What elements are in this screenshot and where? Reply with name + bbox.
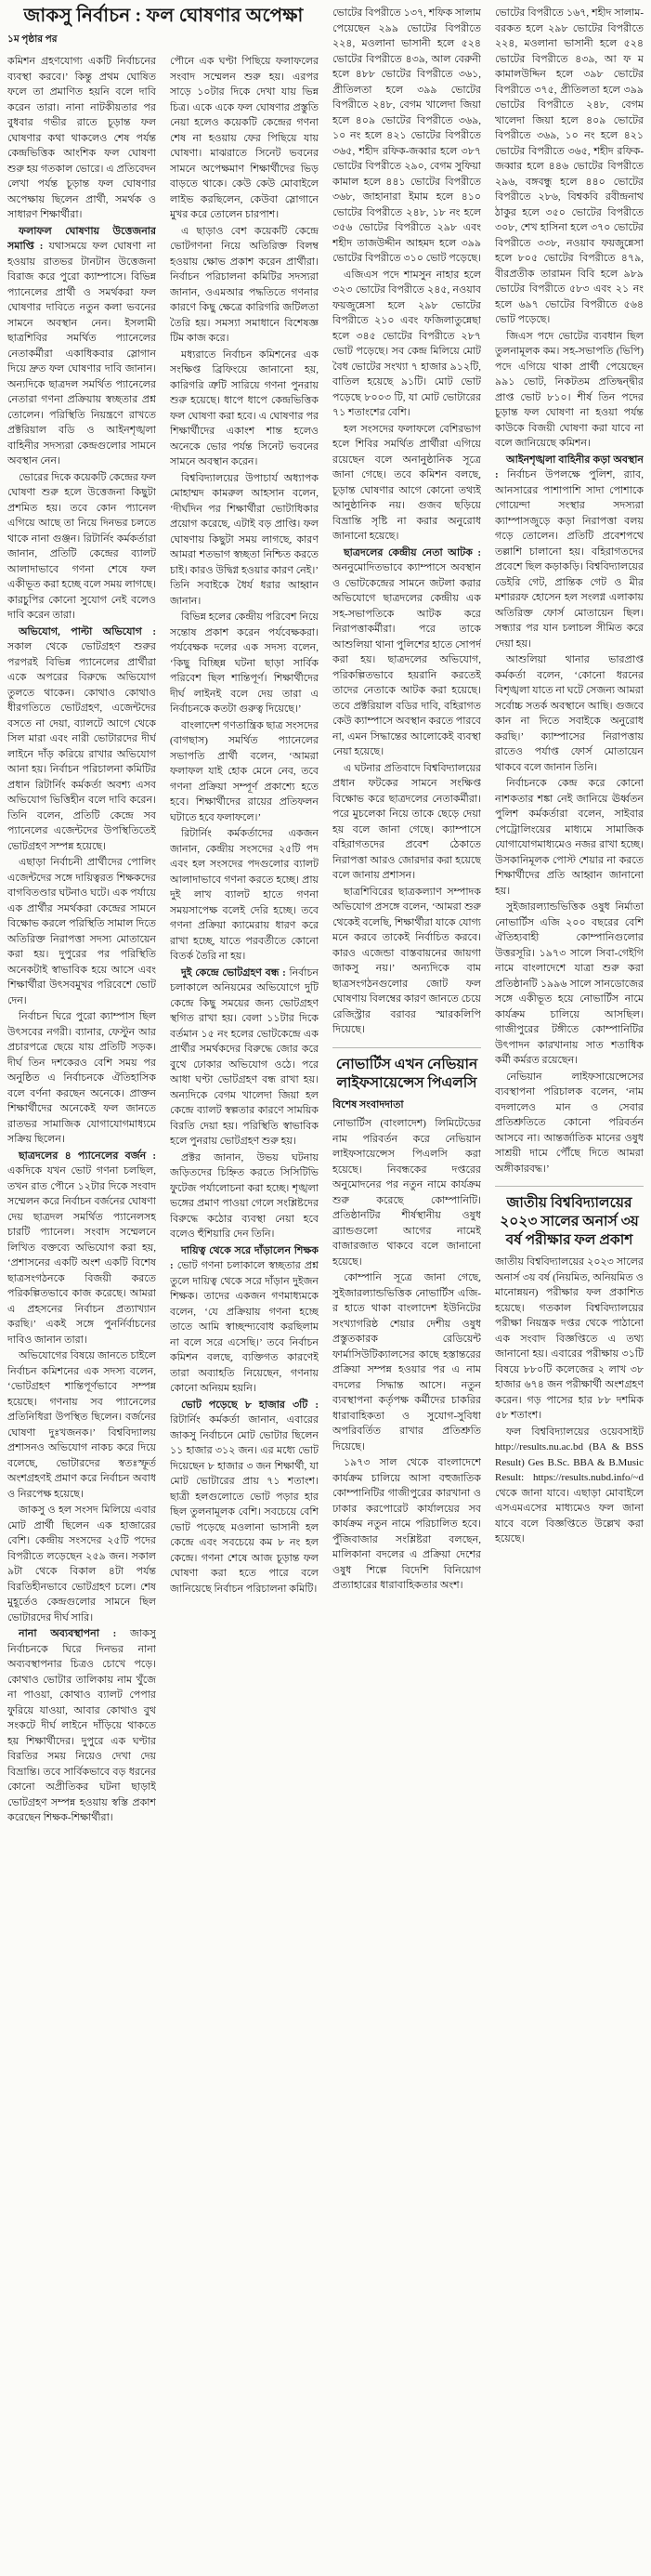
paragraph: রিটার্নিং কর্মকর্তাদের একজন জানান, কেন্দ্রীয় সংসদের ২৫টি পদ এবং হল সংসদের পদগুলোর ব্যালট আলাদাভাবে গণনা করতে হচ্ছে। প্রায় দুই লাখ ব্যালট হাতে গণনা সময়সাপেক্ষ বলেই দেরি হচ্ছে। তবে গণনা প্রক্রিয়া ক্যামেরায় ধারণ করে রাখা হচ্ছে, যাতে পরবর্তীতে কোনো বিতর্ক তৈরি না হয়।: [170, 828, 319, 962]
paragraph: এজিএস পদে শামসুন নাহার হলে ৩২৩ ভোটের বিপরীতে ২৪৫, নওয়াব ফয়জুন্নেসা হলে ২৯৮ ভোটের বিপরীতে ২১০ এবং ফজিলাতুন্নেছা হলে ৩৪৫ ভোটের বিপরীতে ২৮৭ ভোট পড়েছে। সব কেন্দ্র মিলিয়ে মোট বৈধ ভোটের সংখ্যা ৭ হাজার ৯১২টি, বাতিল হয়েছে ৯১টি। মোট ভোট পড়েছে ৮০০৩ টি, যা মোট ভোটারের ৭১ শতাংশের বেশি।: [332, 269, 481, 418]
paragraph: হল সংসদের ফলাফলে বেশিরভাগ হলে শিবির সমর্থিত প্রার্থীরা এগিয়ে রয়েছেন বলে অনানুষ্ঠানিক সূত্রে জানা গেছে। তবে কমিশন বলছে, চূড়ান্ত ঘোষণার আগে কোনো তথ্যই আনুষ্ঠানিক নয়। গুজব ছড়িয়ে বিভ্রান্তি সৃষ্টি না করার অনুরোধ জানানো হয়েছে।: [332, 423, 481, 542]
paragraph-lead: নানা অব্যবস্থাপনা :: [19, 1628, 117, 1639]
masthead: [7, 5, 319, 48]
paragraph: সুইজারল্যান্ডভিত্তিক ওষুধ নির্মাতা নোভার্টিস এজি ২০০ বছরের বেশি ঐতিহ্যবাহী কোম্পানিগুলোর উত্তরসূরি। ১৯৭৩ সালে সিবা-গেইগি নামে বাংলাদেশে যাত্রা শুরু করা প্রতিষ্ঠানটি ১৯৯৬ সালে সানডোজের সঙ্গে একীভূত হয়ে নোভার্টিস নামে কার্যক্রম চালিয়ে আসছিল। গাজীপুরের টঙ্গীতে কোম্পানিটির উৎপাদন কারখানায় সাত শতাধিক কর্মী কর্মরত রয়েছেন।: [495, 901, 644, 1066]
paragraph: নির্বাচন ঘিরে পুরো ক্যাম্পাস ছিল উৎসবের নগরী। ব্যানার, ফেস্টুন আর প্রচারপত্রে ছেয়ে যায় প্রতিটি সড়ক। দীর্ঘ তিন দশকেরও বেশি সময় পর অনুষ্ঠিত এ নির্বাচনকে ঐতিহাসিক বলে বর্ণনা করছেন অনেকে। প্রাক্তন শিক্ষার্থীদের অনেকেই ফল জানতে রাতভর সামাজিক যোগাযোগমাধ্যমে সক্রিয় ছিলেন।: [7, 1011, 156, 1145]
paragraph: দুই কেন্দ্রে ভোটগ্রহণ বন্ধ : নির্বাচন চলাকালে অনিয়মের অভিযোগে দুটি কেন্দ্রে কিছু সময়ের জন্য ভোটগ্রহণ স্থগিত রাখা হয়। বেলা ১১টার দিকে বর্তমান ১৫ নং হলের ভোটকেন্দ্রে এক প্রার্থীর সমর্থকদের বিরুদ্ধে জোর করে বুথে ঢোকার অভিযোগ ওঠে। পরে আধা ঘণ্টা ভোটগ্রহণ বন্ধ রাখা হয়। অন্যদিকে বেগম খালেদা জিয়া হল কেন্দ্রে ব্যালট স্বল্পতার কারণে সাময়িক বিরতি দেয়া হয়। পরিস্থিতি স্বাভাবিক হলে পুনরায় ভোটগ্রহণ শুরু হয়।: [170, 966, 319, 1147]
paragraph: নানা অব্যবস্থাপনা : জাকসু নির্বাচনকে ঘিরে দিনভর নানা অব্যবস্থাপনার চিত্রও চোখে পড়ে। কোথাও ভোটার তালিকায় নাম খুঁজে না পাওয়া, কোথাও ব্যালট পেপার ফুরিয়ে যাওয়া, আবার কোথাও বুথ সংকটে দীর্ঘ লাইনে দাঁড়িয়ে থাকতে হয় শিক্ষার্থীদের। দুপুরে এক ঘণ্টার বিরতির সময় নিয়েও দেখা দেয় বিভ্রান্তি। তবে সার্বিকভাবে বড় ধরনের কোনো অপ্রীতিকর ঘটনা ছাড়াই ভোটগ্রহণ সম্পন্ন হওয়ায় স্বস্তি প্রকাশ করেছেন শিক্ষক-শিক্ষার্থীরা।: [7, 1628, 156, 1823]
paragraph: বাংলাদেশ গণতান্ত্রিক ছাত্র সংসদের (বাগছাস) সমর্থিত প্যানেলের সভাপতি প্রার্থী বলেন, ‘আমরা ফলাফল যাই হোক মেনে নেব, তবে গণনা প্রক্রিয়া সম্পূর্ণ প্রকাশ্যে হতে হবে। শিক্ষার্থীদের রায়ের প্রতিফলন ঘটাতে হবে ফলাফলে।’: [170, 719, 319, 823]
paragraph: মধ্যরাতে নির্বাচন কমিশনের এক সংক্ষিপ্ত ব্রিফিংয়ে জানানো হয়, কারিগরি ত্রুটি সারিয়ে গণনা পুনরায় শুরু হয়েছে। ধাপে ধাপে কেন্দ্রভিত্তিক ফল ঘোষণা করা হবে। এ ঘোষণার পর শিক্ষার্থীদের একাংশ শান্ত হলেও অনেকে ভোর পর্যন্ত সিনেট ভবনের সামনে অবস্থান করেন।: [170, 348, 319, 467]
paragraph: কমিশন গ্রহণযোগ্য একটি নির্বাচনের ব্যবস্থা করবে।’ কিন্তু প্রথম ঘোষিত ফলে তা প্রমাণিত হয়নি বলে দাবি করেন তারা। নানা নাটকীয়তার পর বুধবার গভীর রাতে চূড়ান্ত ফল ঘোষণার কথা থাকলেও শেষ পর্যন্ত কেন্দ্রভিত্তিক আংশিক ফল ঘোষণা শুরু হয় গতকাল ভোরে। এ প্রতিবেদন লেখা পর্যন্ত চূড়ান্ত ফল ঘোষণার অপেক্ষায় ছিলেন প্রার্থী, সমর্থক ও সাধারণ শিক্ষার্থীরা।: [7, 56, 156, 220]
paragraph-lead: অভিযোগ, পাল্টা অভিযোগ :: [19, 625, 156, 637]
article-headline: নোভার্টিস এখন নেভিয়ান লাইফসায়েন্সেস পিএলসি: [332, 1047, 481, 1093]
paragraph-lead: আইনশৃঙ্খলা বাহিনীর কড়া অবস্থান :: [495, 453, 644, 480]
paragraph-lead: ভোট পড়েছে ৮ হাজার ৩টি :: [181, 1399, 319, 1411]
paragraph: ১৯৭৩ সাল থেকে বাংলাদেশে কার্যক্রম চালিয়ে আসা বহুজাতিক কোম্পানিটির গাজীপুরের কারখানা ও ঢাকার করপোরেট কার্যালয়ের সব কার্যক্রম নতুন নামে পরিচালিত হবে। পুঁজিবাজার সংশ্লিষ্টরা বলছেন, মালিকানা বদলের এ প্রক্রিয়া দেশের ওষুধ শিল্পে বিদেশি বিনিয়োগ প্রত্যাহারের ধারাবাহিকতার অংশ।: [332, 1457, 481, 1592]
page-title: জাকসু নির্বাচন : ফল ঘোষণার অপেক্ষা: [23, 6, 304, 26]
continuation-note: ১ম পৃষ্ঠার পর: [7, 34, 58, 45]
paragraph-lead: ছাত্রদলের কেন্দ্রীয় নেতা আটক :: [344, 546, 481, 559]
paragraph: আইনশৃঙ্খলা বাহিনীর কড়া অবস্থান : নির্বাচন উপলক্ষে পুলিশ, র‍্যাব, আনসারের পাশাপাশি সাদা পোশাকে গোয়েন্দা সংস্থার সদস্যরা ক্যাম্পাসজুড়ে কড়া নিরাপত্তা বলয় গড়ে তোলেন। প্রতিটি প্রবেশপথে তল্লাশি চালানো হয়। বহিরাগতদের প্রবেশে ছিল কড়াকড়ি। বিশ্ববিদ্যালয়ের ডেইরি গেট, প্রান্তিক গেট ও মীর মশাররফ হোসেন হল সংলগ্ন এলাকায় অতিরিক্ত ফোর্স মোতায়েন ছিল। সন্ধ্যার পর যান চলাচল সীমিত করে দেয়া হয়।: [495, 453, 644, 650]
paragraph: জাতীয় বিশ্ববিদ্যালয়ের ২০২৩ সালের অনার্স ৩য় বর্ষ (নিয়মিত, অনিয়মিত ও মানোন্নয়ন) পরীক্ষার ফল প্রকাশিত হয়েছে। গতকাল বিশ্ববিদ্যালয়ের পরীক্ষা নিয়ন্ত্রক দপ্তর থেকে পাঠানো এক সংবাদ বিজ্ঞপ্তিতে এ তথ্য জানানো হয়। এবারের পরীক্ষায় ৩১টি বিষয়ে ৮৮০টি কলেজের ২ লাখ ৩৮ হাজার ৬৭৪ জন পরীক্ষার্থী অংশগ্রহণ করেন। গড় পাসের হার ৮৮ দশমিক ৫৮ শতাংশ।: [495, 1256, 644, 1422]
paragraph-lead: ফলাফল ঘোষণায় উত্তেজনার সমাপ্তি :: [7, 225, 156, 252]
paragraph: ছাত্রশিবিরের ছাত্রকল্যাণ সম্পাদক অভিযোগ প্রসঙ্গে বলেন, ‘আমরা শুরু থেকেই বলেছি, শিক্ষার্থীরা যাকে যোগ্য মনে করবে তাকেই নির্বাচিত করবে। কারও এজেন্ডা বাস্তবায়নের জায়গা জাকসু নয়।’ অন্যদিকে বাম ছাত্রসংগঠনগুলোর জোট ফল ঘোষণায় বিলম্বের কারণ জানতে চেয়ে রেজিস্ট্রার বরাবর স্মারকলিপি দিয়েছে।: [332, 886, 481, 1035]
column-2: [170, 6, 319, 2572]
paragraph: নির্বাচনকে কেন্দ্র করে কোনো নাশকতার শঙ্কা নেই জানিয়ে ঊর্ধ্বতন পুলিশ কর্মকর্তারা বলেন, সাইবার পেট্রোলিংয়ের মাধ্যমে সামাজিক যোগাযোগমাধ্যমেও নজর রাখা হচ্ছে। উসকানিমূলক পোস্ট শেয়ার না করতে শিক্ষার্থীদের প্রতি আহ্বান জানানো হয়।: [495, 778, 644, 897]
paragraph: ভোট পড়েছে ৮ হাজার ৩টি : রিটার্নিং কর্মকর্তা জানান, এবারের জাকসু নির্বাচনে মোট ভোটার ছিলেন ১১ হাজার ৩১২ জন। এর মধ্যে ভোট দিয়েছেন ৮ হাজার ৩ জন শিক্ষার্থী, যা মোট ভোটারের প্রায় ৭১ শতাংশ। ছাত্রী হলগুলোতে ভোট পড়ার হার ছিল তুলনামূলক বেশি। সবচেয়ে বেশি ভোট পড়েছে মওলানা ভাসানী হল কেন্দ্রে এবং সবচেয়ে কম ৮ নং হল কেন্দ্রে। গণনা শেষে আজ চূড়ান্ত ফল ঘোষণা করা হতে পারে বলে জানিয়েছে নির্বাচন পরিচালনা কমিটি।: [170, 1399, 319, 1595]
paragraph: দায়িত্ব থেকে সরে দাঁড়ালেন শিক্ষক : ভোট গণনা চলাকালে স্বচ্ছতার প্রশ্ন তুলে দায়িত্ব থেকে সরে দাঁড়ান দুইজন শিক্ষক। তাদের একজন গণমাধ্যমকে বলেন, ‘যে প্রক্রিয়ায় গণনা হচ্ছে তাতে আমি স্বাচ্ছন্দ্যবোধ করছিলাম না বলে সরে এসেছি।’ তবে নির্বাচন কমিশন বলছে, ব্যক্তিগত কারণেই তারা অব্যাহতি নিয়েছেন, গণনায় কোনো অনিয়ম হয়নি।: [170, 1244, 319, 1394]
paragraph-lead: ছাত্রদলের ৪ প্যানেলের বর্জন :: [19, 1150, 156, 1162]
column-1: [7, 6, 156, 2572]
column-4: [495, 6, 644, 2572]
column-3: [332, 6, 481, 2572]
paragraph: ভোরের দিকে কয়েকটি কেন্দ্রের ফল ঘোষণা শুরু হলে উত্তেজনা কিছুটা প্রশমিত হয়। তবে কোন প্যানেল এগিয়ে আছে তা নিয়ে দিনভর চলতে থাকে নানা গুঞ্জন। রিটার্নিং কর্মকর্তারা জানান, প্রতিটি কেন্দ্রের ব্যালট আলাদাভাবে গণনা শেষে ফল একীভূত করা হচ্ছে বলে সময় লাগছে। কারচুপির কোনো সুযোগ নেই বলেও দাবি করেন তারা।: [7, 471, 156, 621]
paragraph: ফল বিশ্ববিদ্যালয়ের ওয়েবসাইট http://results.nu.ac.bd (BA & BSS Result) Ges B.Sc. BBA & B.Music Result: https://results.nubd.info/~d থেকে জানা যাবে। এছাড়া মোবাইলে এসএমএসের মাধ্যমেও ফল জানা যাবে বলে বিজ্ঞপ্তিতে উল্লেখ করা হয়েছে।: [495, 1426, 644, 1545]
paragraph: বিশ্ববিদ্যালয়ের উপাচার্য অধ্যাপক মোহাম্মদ কামরুল আহসান বলেন, ‘দীর্ঘদিন পর শিক্ষার্থীরা ভোটাধিকার প্রয়োগ করেছে, এটাই বড় প্রাপ্তি। ফল ঘোষণায় কিছুটা সময় লাগছে, কারণ আমরা শতভাগ স্বচ্ছতা নিশ্চিত করতে চাই। কারও উদ্বিগ্ন হওয়ার কারণ নেই।’ তিনি সবাইকে ধৈর্য ধরার আহ্বান জানান।: [170, 472, 319, 607]
paragraph-lead: দায়িত্ব থেকে সরে দাঁড়ালেন শিক্ষক :: [170, 1244, 319, 1271]
paragraph: ছাত্রদলের কেন্দ্রীয় নেতা আটক : অননুমোদিতভাবে ক্যাম্পাসে অবস্থান ও ভোটকেন্দ্রের সামনে জটলা করার অভিযোগে ছাত্রদলের কেন্দ্রীয় এক সহ-সভাপতিকে আটক করে নিরাপত্তাকর্মীরা। পরে তাকে আশুলিয়া থানা পুলিশের হাতে সোপর্দ করা হয়। ছাত্রদলের অভিযোগ, পরিকল্পিতভাবে হয়রানি করতেই তাদের নেতাকে আটক করা হয়েছে। তবে প্রক্টরিয়াল বডির দাবি, বহিরাগত কেউ ক্যাম্পাসে অবস্থান করতে পারবে না, এমন সিদ্ধান্তের আলোকেই ব্যবস্থা নেয়া হয়েছে।: [332, 546, 481, 757]
paragraph: এছাড়া নির্বাচনী প্রার্থীদের পোলিং এজেন্টদের সঙ্গে দায়িত্বরত শিক্ষকদের বাগবিতণ্ডার ঘটনাও ঘটে। এক পর্যায়ে এক প্রার্থীর সমর্থকরা কেন্দ্রের সামনে বিক্ষোভ করলে পরিস্থিতি সামাল দিতে অতিরিক্ত নিরাপত্তা সদস্য মোতায়েন করা হয়। দুপুরের পর পরিস্থিতি অনেকটাই স্বাভাবিক হয়ে আসে এবং শিক্ষার্থীরা উৎসবমুখর পরিবেশে ভোট দেন।: [7, 857, 156, 1006]
paragraph-lead: দুই কেন্দ্রে ভোটগ্রহণ বন্ধ :: [181, 966, 286, 979]
paragraph: অভিযোগের বিষয়ে জানতে চাইলে নির্বাচন কমিশনের এক সদস্য বলেন, ‘ভোটগ্রহণ শান্তিপূর্ণভাবে সম্পন্ন হয়েছে। গণনায় সব প্যানেলের প্রতিনিধিরা উপস্থিত ছিলেন। বর্জনের ঘোষণা দুঃখজনক।’ বিশ্ববিদ্যালয় প্রশাসনও অভিযোগ নাকচ করে দিয়ে বলেছে, ভোটারদের স্বতঃস্ফূর্ত অংশগ্রহণই প্রমাণ করে নির্বাচন অবাধ ও নিরপেক্ষ হয়েছে।: [7, 1350, 156, 1500]
article-headline: জাতীয় বিশ্ববিদ্যালয়ের ২০২৩ সালের অনার্স ৩য় বর্ষ পরীক্ষার ফল প্রকাশ: [495, 1186, 644, 1250]
paragraph: ছাত্রদলের ৪ প্যানেলের বর্জন : একদিকে যখন ভোট গণনা চলছিল, তখন রাত পৌনে ১২টার দিকে সংবাদ সম্মেলন করে নির্বাচন বর্জনের ঘোষণা দেয় ছাত্রদল সমর্থিত প্যানেলসহ চারটি প্যানেল। সংবাদ সম্মেলনে লিখিত বক্তব্যে অভিযোগ করা হয়, ‘প্রশাসনের একটি অংশ একটি বিশেষ ছাত্রসংগঠনকে বিজয়ী করতে পরিকল্পিতভাবে কাজ করেছে। আমরা এ প্রহসনের নির্বাচন প্রত্যাখ্যান করছি।’ একই সঙ্গে পুনর্নির্বাচনের দাবিও জানান তারা।: [7, 1150, 156, 1346]
paragraph: ভোটের বিপরীতে ১৬৭, শহীদ সালাম-বরকত হলে ২৯৮ ভোটের বিপরীতে ২২৪, মওলানা ভাসানী হলে ৫২৪ ভোটের বিপরীতে ৪৩৯, আ ফ ম কামালউদ্দিন হলে ৩৯৮ ভোটের বিপরীতে ৩৭৫, প্রীতিলতা হলে ৩৯৯ ভোটের বিপরীতে ২৪৮, বেগম খালেদা জিয়া হলে ৪০৯ ভোটের বিপরীতে ৩৬৯, ১০ নং হলে ৪২১ ভোটের বিপরীতে ৩৬৫, শহীদ রফিক-জব্বার হলে ৪৪৬ ভোটের বিপরীতে ২৯৬, বঙ্গবন্ধু হলে ৪৪০ ভোটের বিপরীতে ২৮৬, বিশ্বকবি রবীন্দ্রনাথ ঠাকুর হলে ৩৫০ ভোটের বিপরীতে ৩০৮, শেখ হাসিনা হলে ৩৭০ ভোটের বিপরীতে ৩৩৮, নওয়াব ফয়জুন্নেসা হলে ৮০৫ ভোটের বিপরীতে ৪৭৯, বীরপ্রতীক তারামন বিবি হলে ৯৮৯ ভোটের বিপরীতে ৫৮৩ এবং ২১ নং হলে ৬৯৭ ভোটের বিপরীতে ৫৬৪ ভোট পড়েছে।: [495, 7, 644, 325]
paragraph: জিএস পদে ভোটের ব্যবধান ছিল তুলনামূলক কম। সহ-সভাপতি (ভিপি) পদে এগিয়ে থাকা প্রার্থী পেয়েছেন ৯৯১ ভোট, নিকটতম প্রতিদ্বন্দ্বীর প্রাপ্ত ভোট ৮১০। শীর্ষ তিন পদের চূড়ান্ত ফল ঘোষণা না হওয়া পর্যন্ত কাউকে বিজয়ী ঘোষণা করা যাবে না বলে জানিয়েছে কমিশন।: [495, 330, 644, 449]
paragraph: জাকসু ও হল সংসদ মিলিয়ে এবার মোট প্রার্থী ছিলেন এক হাজারের বেশি। কেন্দ্রীয় সংসদের ২৫টি পদের বিপরীতে লড়েছেন ২৫৯ জন। সকাল ৯টা থেকে বিকাল ৪টা পর্যন্ত বিরতিহীনভাবে ভোটগ্রহণ চলে। শেষ মুহূর্তেও কেন্দ্রগুলোর সামনে ছিল ভোটারদের দীর্ঘ সারি।: [7, 1505, 156, 1623]
byline: বিশেষ সংবাদদাতা: [332, 1098, 404, 1111]
paragraph: এ ঘটনার প্রতিবাদে বিশ্ববিদ্যালয়ের প্রধান ফটকের সামনে সংক্ষিপ্ত বিক্ষোভ করে ছাত্রদলের নেতাকর্মীরা। পরে মুচলেকা নিয়ে তাকে ছেড়ে দেয়া হয় বলে জানা গেছে। ক্যাম্পাসে বহিরাগতদের প্রবেশ ঠেকাতে নিরাপত্তা আরও জোরদার করা হয়েছে বলে জানায় প্রশাসন।: [332, 762, 481, 881]
paragraph: নোভার্টিস (বাংলাদেশ) লিমিটেডের নাম পরিবর্তন করে নেভিয়ান লাইফসায়েন্সেস পিএলসি করা হয়েছে। নিবন্ধকের দপ্তরের অনুমোদনের পর নতুন নামে কার্যক্রম শুরু করেছে কোম্পানিটি। প্রতিষ্ঠানটির শীর্ষস্থানীয় ওষুধ ব্র্যান্ডগুলো আগের নামেই বাজারজাত থাকবে বলে জানানো হয়েছে।: [332, 1118, 481, 1268]
paragraph: ভোটের বিপরীতে ১৩৭, শফিক সালাম পেয়েছেন ২৯৯ ভোটের বিপরীতে ২২৪, মওলানা ভাসানী হলে ৫২৪ ভোটের বিপরীতে ৪৩৯, আল বেরুনী হলে ৪৮৮ ভোটের বিপরীতে ৩৬১, প্রীতিলতা হলে ৩৯৯ ভোটের বিপরীতে ২৪৮, বেগম খালেদা জিয়া হলে ৪০৯ ভোটের বিপরীতে ৩৬৯, ১০ নং হলে ৪২১ ভোটের বিপরীতে ৩৬৫, শহীদ রফিক-জব্বার হলে ৩৮৭ ভোটের বিপরীতে ২৯০, বেগম সুফিয়া কামাল হলে ৪৪১ ভোটের বিপরীতে ৩৬৮, জাহানারা ইমাম হলে ৪১০ ভোটের বিপরীতে ২৪৮, ১৮ নং হলে ৩৫৬ ভোটের বিপরীতে ২৯৮ এবং শহীদ তাজউদ্দীন আহমদ হলে ৩৯৯ ভোটের বিপরীতে ৩১০ ভোট পড়েছে।: [332, 7, 481, 264]
paragraph: নেভিয়ান লাইফসায়েন্সেসের ব্যবস্থাপনা পরিচালক বলেন, ‘নাম বদলালেও মান ও সেবার প্রতিশ্রুতিতে কোনো পরিবর্তন আসবে না। আন্তর্জাতিক মানের ওষুধ সাশ্রয়ী দামে পৌঁছে দিতে আমরা অঙ্গীকারবদ্ধ।’: [495, 1071, 644, 1175]
paragraph: আশুলিয়া থানার ভারপ্রাপ্ত কর্মকর্তা বলেন, ‘কোনো ধরনের বিশৃঙ্খলা যাতে না ঘটে সেজন্য আমরা সর্বোচ্চ সতর্ক অবস্থানে আছি। গুজবে কান না দিতে সবাইকে অনুরোধ করছি।’ ক্যাম্পাসের নিরাপত্তায় রাতেও পর্যাপ্ত ফোর্স মোতায়েন থাকবে বলে জানান তিনি।: [495, 654, 644, 773]
paragraph: ফলাফল ঘোষণায় উত্তেজনার সমাপ্তি : যথাসময়ে ফল ঘোষণা না হওয়ায় রাতভর টানটান উত্তেজনা বিরাজ করে পুরো ক্যাম্পাসে। বিভিন্ন প্যানেলের প্রার্থী ও সমর্থকরা ফল ঘোষণার দাবিতে নতুন কলা ভবনের সামনে অবস্থান নেন। ইসলামী ছাত্রশিবির সমর্থিত প্যানেলের নেতাকর্মীরা একাধিকবার স্লোগান দিয়ে দ্রুত ফল ঘোষণার দাবি জানান। অন্যদিকে ছাত্রদল সমর্থিত প্যানেলের নেতারা গণনা প্রক্রিয়ায় স্বচ্ছতার প্রশ্ন তোলেন। পরিস্থিতি নিয়ন্ত্রণে রাখতে প্রক্টরিয়াল বডি ও আইনশৃঙ্খলা বাহিনীর সদস্যরা কেন্দ্রগুলোর সামনে অবস্থান নেন।: [7, 225, 156, 467]
paragraph: বিভিন্ন হলের কেন্দ্রীয় পরিবেশ নিয়ে সন্তোষ প্রকাশ করেন পর্যবেক্ষকরা। পর্যবেক্ষক দলের এক সদস্য বলেন, ‘কিছু বিচ্ছিন্ন ঘটনা ছাড়া সার্বিক পরিবেশ ছিল শান্তিপূর্ণ। শিক্ষার্থীদের দীর্ঘ লাইনই বলে দেয় তারা এ নির্বাচনকে কতটা গুরুত্ব দিয়েছে।’: [170, 611, 319, 715]
paragraph: প্রক্টর জানান, উভয় ঘটনায় জড়িতদের চিহ্নিত করতে সিসিটিভি ফুটেজ পর্যালোচনা করা হচ্ছে। শৃঙ্খলা ভঙ্গের প্রমাণ পাওয়া গেলে সংশ্লিষ্টদের বিরুদ্ধে কঠোর ব্যবস্থা নেয়া হবে বলেও হুঁশিয়ারি দেন তিনি।: [170, 1151, 319, 1240]
paragraph: কোম্পানি সূত্রে জানা গেছে, সুইজারল্যান্ডভিত্তিক নোভার্টিস এজি-র হাতে থাকা বাংলাদেশ ইউনিটের সংখ্যাগরিষ্ঠ শেয়ার দেশীয় ওষুধ প্রস্তুতকারক রেডিয়েন্ট ফার্মাসিউটিক্যালসের কাছে হস্তান্তরের প্রক্রিয়া সম্পন্ন হওয়ার পর এ নাম বদলের সিদ্ধান্ত আসে। নতুন ব্যবস্থাপনা কর্তৃপক্ষ কর্মীদের চাকরির ধারাবাহিকতা ও সুযোগ-সুবিধা অপরিবর্তিত রাখার প্রতিশ্রুতি দিয়েছে।: [332, 1272, 481, 1452]
paragraph: অভিযোগ, পাল্টা অভিযোগ : সকাল থেকে ভোটগ্রহণ শুরুর পরপরই বিভিন্ন প্যানেলের প্রার্থীরা একে অপরের বিরুদ্ধে অভিযোগ তুলতে থাকেন। কোথাও কোথাও ধীরগতিতে ভোটগ্রহণ, এজেন্টদের বসতে না দেয়া, ব্যালটে আগে থেকে সিল মারা এবং নারী ভোটারদের দীর্ঘ লাইনে দাঁড় করিয়ে রাখার অভিযোগ আনা হয়। নির্বাচন পরিচালনা কমিটির প্রধান রিটার্নিং কর্মকর্তা অবশ্য এসব অভিযোগ ভিত্তিহীন বলে দাবি করেন। তিনি বলেন, প্রতিটি কেন্দ্রে সব প্যানেলের এজেন্টদের উপস্থিতিতেই ভোটগ্রহণ সম্পন্ন হয়েছে।: [7, 625, 156, 852]
paragraph: এ ছাড়াও বেশ কয়েকটি কেন্দ্রে ভোটগণনা নিয়ে অতিরিক্ত বিলম্ব হওয়ায় ক্ষোভ প্রকাশ করেন প্রার্থীরা। নির্বাচন পরিচালনা কমিটির সদস্যরা জানান, ওএমআর পদ্ধতিতে গণনার কারণে কিছু ক্ষেত্রে কারিগরি জটিলতা তৈরি হয়। সমস্যা সমাধানে বিশেষজ্ঞ টিম কাজ করে।: [170, 225, 319, 344]
paragraph: পৌনে এক ঘণ্টা পিছিয়ে ফলাফলের সংবাদ সম্মেলন শুরু হয়। এরপর সাড়ে ১০টার দিকে দেখা যায় ভিন্ন চিত্র। একে একে ফল ঘোষণার প্রস্তুতি নেয়া হলেও কয়েকটি কেন্দ্রের গণনা শেষ না হওয়ায় ফের পিছিয়ে যায় ঘোষণা। মাঝরাতে সিনেট ভবনের সামনে অপেক্ষমাণ শিক্ষার্থীদের ভিড় বাড়তে থাকে। কেউ কেউ মোবাইলে লাইভ করছিলেন, কেউবা স্লোগানে মুখর করে তোলেন চারপাশ।: [170, 56, 319, 220]
